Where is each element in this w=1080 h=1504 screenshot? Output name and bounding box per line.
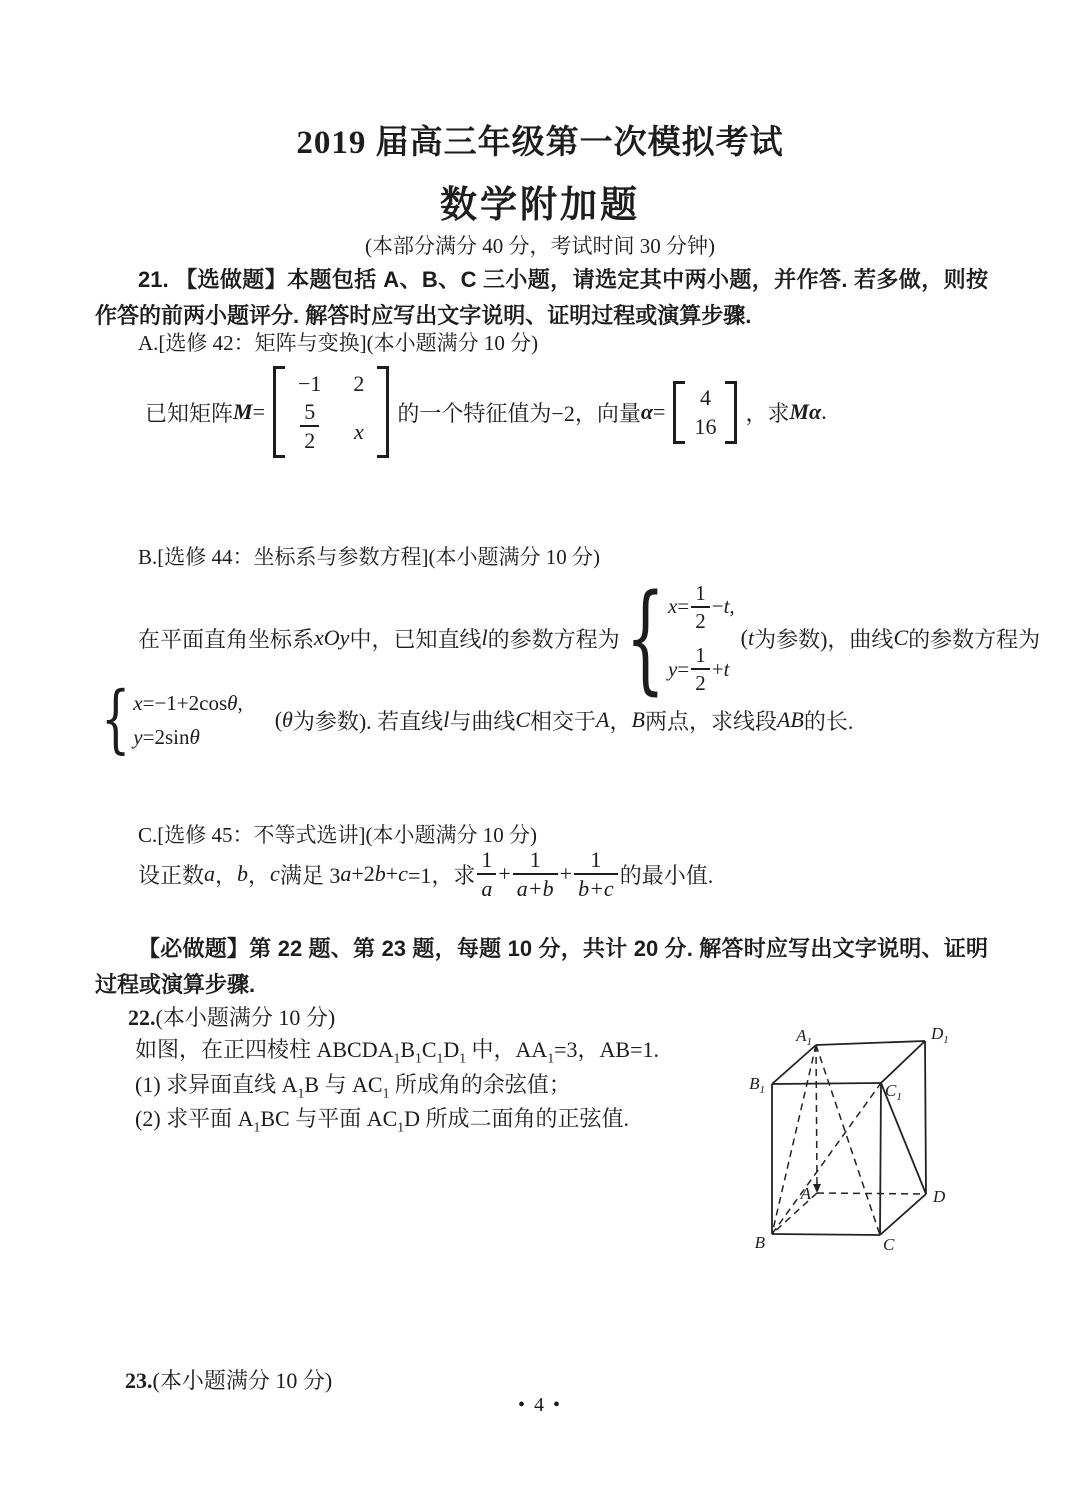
row-var: y [668, 656, 678, 681]
label-a1: $A_1$ [796, 1026, 812, 1048]
vector-2x1 [673, 381, 737, 444]
qa-alpha-symbol: α [640, 399, 654, 424]
matrix-entries [285, 366, 377, 459]
row-operator: + [711, 656, 724, 681]
q22-p2-a: (2) 求平面 A [135, 1106, 254, 1131]
vector-entries [685, 381, 725, 444]
qb2-text-2: 为参数). 若直线 [292, 708, 444, 734]
fraction-numerator: 1 [695, 580, 706, 605]
qb-text-5: 为参数)，曲线 [754, 626, 894, 652]
label-b1: $B_1$ [749, 1074, 765, 1096]
qc-text-8: 的最小值. [619, 862, 714, 888]
qb-text-3: 的参数方程为 [487, 626, 620, 652]
fraction-denominator: 2 [691, 606, 710, 633]
qc-text-3: ， [248, 862, 271, 888]
exam-info: (本部分满分 40 分，考试时间 30 分钟) [365, 234, 715, 258]
qc-fraction-2 [513, 847, 558, 902]
q22-intro-d: D [443, 1037, 460, 1062]
page-subtitle: 数学附加题 [440, 185, 640, 226]
row-theta: θ [189, 724, 200, 749]
qa-middle: 的一个特征值为−2，向量 [397, 400, 641, 426]
q22-p1-a: (1) 求异面直线 A [135, 1072, 298, 1097]
qb2-var-b: B [631, 707, 645, 732]
row-var: x [133, 690, 143, 715]
matrix-entry-21-fraction [300, 399, 319, 454]
fraction-numerator: 5 [304, 398, 316, 424]
row-var: y [133, 724, 143, 749]
row-operator: − [711, 594, 724, 619]
q22-intro-b: B [400, 1037, 416, 1062]
q22-intro-a: 如图，在正四棱柱 ABCDA [135, 1037, 394, 1062]
prism-figure [748, 1026, 983, 1264]
fraction-denominator: a [477, 873, 496, 901]
matrix-entry-22: x [354, 419, 364, 445]
vector-right-bracket [725, 381, 737, 444]
q22-intro-e: 中，AA [466, 1037, 548, 1062]
qb2-text-1: ( [274, 707, 283, 732]
row-expression: =−1+2cos [142, 690, 228, 715]
row-param-t: t [723, 594, 730, 619]
fraction-denominator: a+b [513, 873, 558, 901]
fraction-numerator: 1 [590, 846, 602, 872]
vector-entry-1: 4 [699, 384, 711, 410]
row-comma: , [237, 690, 243, 715]
system-brace: { [625, 567, 666, 707]
row-equals: = [677, 656, 690, 681]
qc-plus-1: + [498, 861, 511, 886]
qa-ma-symbol: Mα [789, 399, 822, 424]
subscript-1: 1 [397, 1119, 405, 1135]
question-22-part-1 [135, 1068, 571, 1099]
fraction-numerator: 1 [481, 846, 493, 872]
label-b: B [754, 1233, 765, 1252]
subscript-1: 1 [436, 1050, 444, 1066]
qb-text-2: 中，已知直线 [349, 626, 482, 652]
qb2-var-ab: AB [776, 707, 804, 732]
label-a: A [800, 1184, 811, 1203]
qc-text-6: + [385, 861, 399, 886]
q22-p1-b: B 与 AC [304, 1072, 383, 1097]
q22-p2-c: D 所成二面角的正弦值. [404, 1106, 629, 1131]
label-d1: $D_1$ [931, 1026, 949, 1046]
system-row-x [668, 581, 735, 633]
prism-vertex-labels [749, 1026, 949, 1254]
qc-var-c: c [270, 861, 280, 886]
qb-var-t: t [747, 625, 755, 650]
question-a-equation [145, 358, 827, 466]
question-a-header: A.[选修 42：矩阵与变换](本小题满分 10 分) [138, 331, 539, 355]
system-row-y [133, 725, 242, 750]
qb2-text-5: ， [609, 708, 632, 734]
qb-text-4: ( [740, 625, 748, 650]
subscript-1: 1 [253, 1119, 261, 1135]
qc-plus-2: + [559, 861, 573, 886]
matrix-entry-12: 2 [353, 370, 365, 396]
qc-text-2: ， [215, 862, 238, 888]
qa-period: . [821, 399, 827, 424]
qc-fraction-1 [477, 847, 496, 902]
subscript-1: 1 [415, 1050, 422, 1066]
qb-var-xoy: xOy [314, 625, 350, 650]
label-d: D [933, 1187, 946, 1206]
qb2-var-c: C [515, 707, 531, 732]
matrix-left-bracket [273, 366, 285, 459]
subscript-1: 1 [393, 1050, 401, 1066]
question-22-part-2 [135, 1102, 629, 1133]
row-equals: = [677, 594, 690, 619]
question-22-intro [135, 1033, 659, 1064]
question-22-points: (本小题满分 10 分) [155, 1005, 336, 1030]
qc-text-1: 设正数 [138, 862, 205, 888]
subscript-1: 1 [297, 1085, 305, 1101]
row-comma: , [729, 594, 735, 619]
page-title: 2019 届高三年级第一次模拟考试 [296, 125, 784, 161]
matrix-right-bracket [377, 366, 389, 459]
row-fraction [691, 581, 710, 633]
qb2-text-4: 相交于 [530, 708, 597, 734]
fraction-denominator: 2 [300, 425, 319, 453]
qb-var-c: C [893, 625, 909, 650]
qc-text-5: +2 [351, 861, 375, 886]
qc-var-c2: c [398, 861, 408, 886]
q22-p2-b: BC 与平面 AC [260, 1106, 398, 1131]
question-23-points: (本小题满分 10 分) [152, 1368, 333, 1393]
arrowhead-at-a [813, 1184, 821, 1193]
q22-p1-c: 所成角的余弦值； [389, 1072, 571, 1097]
prism-dashed-edges [772, 1045, 926, 1235]
mandatory-questions-instructions: 【必做题】第 22 题、第 23 题，每题 10 分，共计 20 分. 解答时应写出文字说明、证明过程或演算步骤. [95, 936, 988, 997]
qb2-text-3: 与曲线 [449, 708, 516, 734]
qa-equals-2: = [653, 399, 666, 424]
question-23-number: 23. [125, 1368, 153, 1393]
question-22-number-line [128, 1001, 335, 1032]
vector-entry-2: 16 [694, 413, 717, 439]
qa-matrix-symbol: M [233, 399, 253, 424]
subscript-1: 1 [382, 1085, 390, 1101]
prism-solid-edges [772, 1041, 926, 1235]
matrix-2x2 [273, 366, 389, 459]
question-23-number-line [125, 1364, 332, 1395]
qa-prefix: 已知矩阵 [145, 400, 234, 426]
question-b-header: B.[选修 44：坐标系与参数方程](本小题满分 10 分) [138, 545, 600, 569]
fraction-numerator: 1 [695, 643, 706, 667]
qb2-var-a: A [596, 707, 610, 732]
question-c-header: C.[选修 45：不等式选讲](本小题满分 10 分) [138, 823, 537, 847]
qc-var-b2: b [374, 861, 386, 886]
row-var: x [668, 594, 678, 619]
row-expression: =2sin [142, 724, 190, 749]
vector-left-bracket [673, 381, 685, 444]
parametric-system-line-l [625, 567, 735, 707]
q22-intro-c: C [421, 1037, 437, 1062]
row-param-t: t [723, 656, 730, 681]
subscript-1: 1 [459, 1050, 467, 1066]
parametric-system-curve-c [101, 675, 243, 763]
qc-var-b: b [237, 861, 249, 886]
fraction-denominator: 2 [691, 668, 710, 695]
system-rows [133, 691, 242, 750]
label-c: C [883, 1235, 895, 1254]
qc-var-a2: a [340, 861, 352, 886]
qb-var-l: l [481, 625, 488, 650]
question-21-instructions: 21. 【选做题】本题包括 A、B、C 三小题，请选定其中两小题，并作答. 若多做，则按作答的前两小题评分. 解答时应写出文字说明、证明过程或演算步骤. [95, 267, 988, 328]
qc-text-7: =1，求 [407, 862, 476, 888]
qc-var-a: a [204, 861, 216, 886]
qb2-text-6: 两点，求线段 [644, 708, 777, 734]
question-c-equation [138, 843, 713, 905]
qb2-var-l: l [443, 707, 450, 732]
system-row-x [133, 691, 242, 716]
question-b-line-2 [95, 675, 854, 763]
qb2-text-7: 的长. [803, 708, 854, 734]
qb-text-6: 的参数方程为 [908, 626, 1041, 652]
qb2-theta: θ [282, 707, 293, 732]
q22-intro-f: =3，AB=1. [554, 1037, 660, 1062]
qb-text-1: 在平面直角坐标系 [138, 626, 315, 652]
row-theta: θ [227, 690, 238, 715]
system-brace: { [101, 675, 131, 763]
system-rows [668, 581, 735, 696]
matrix-entry-11: −1 [298, 370, 322, 396]
label-c1: $C_1$ [885, 1081, 902, 1103]
qa-equals-1: = [252, 399, 265, 424]
fraction-denominator: b+c [574, 873, 618, 901]
prism-svg [748, 1026, 983, 1264]
qc-fraction-3 [574, 847, 618, 902]
qa-suffix: ，求 [745, 400, 790, 426]
qc-text-4: 满足 3 [279, 862, 341, 888]
question-22-number: 22. [128, 1005, 156, 1030]
fraction-numerator: 1 [529, 846, 541, 872]
subscript-1: 1 [547, 1050, 555, 1066]
page-number: • 4 • [517, 1394, 562, 1416]
